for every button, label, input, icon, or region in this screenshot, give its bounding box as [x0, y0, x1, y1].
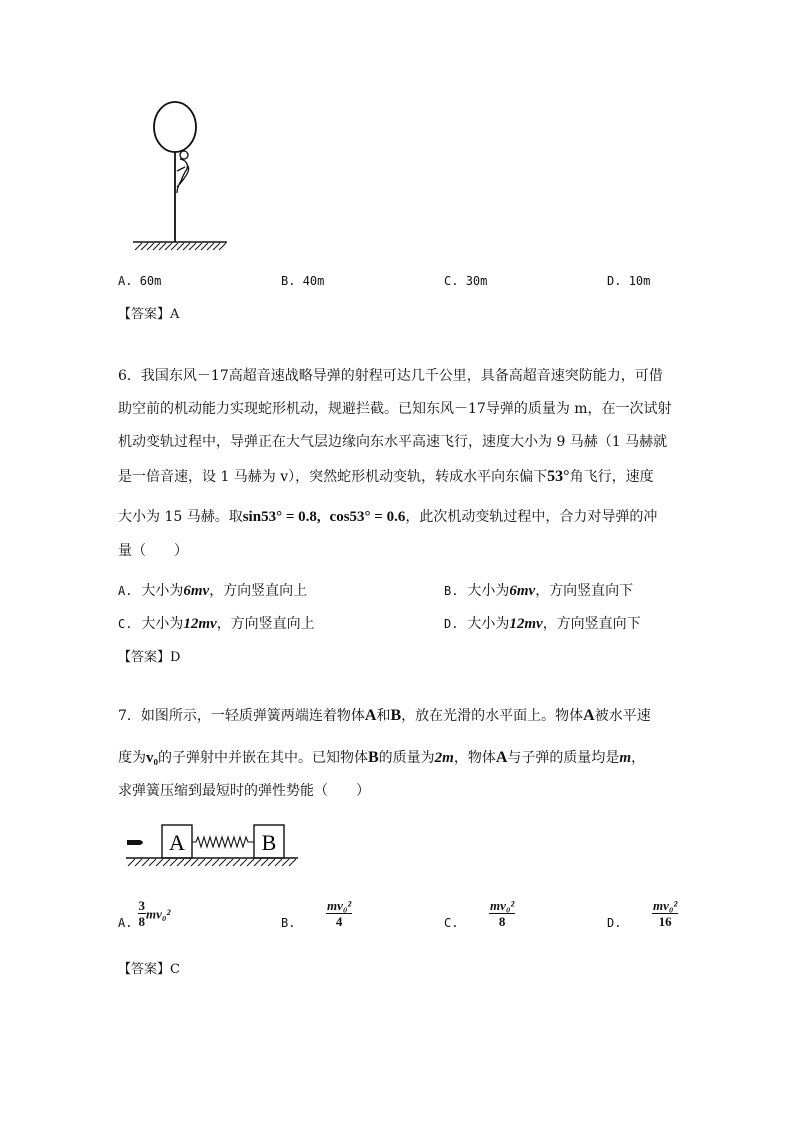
- block-b-label: B: [261, 830, 277, 855]
- q7-option-c: C. $\frac{\text{mv₀²}}{8}$: [444, 898, 515, 930]
- q6-line-1: 6．我国东风－17高超音速战略导弹的射程可达几千公里，具备高超音速突防能力，可借: [118, 368, 663, 384]
- q6-answer: 【答案】D: [118, 650, 181, 665]
- q6-option-d: D. 大小为12mv，方向竖直向下: [444, 616, 641, 632]
- q6-option-a: A. 大小为6mv，方向竖直向上: [118, 583, 308, 599]
- climber-head: [180, 151, 188, 159]
- balloon: [154, 102, 196, 152]
- q6-line-4: 是一倍音速，设 1 马赫为 v），突然蛇形机动变轨，转成水平向东偏下53°角飞行，速度: [118, 468, 654, 485]
- q7-option-a: A. $\frac{3}{8}$ mv₀²: [118, 898, 171, 930]
- q7-line-2: 度为v₀的子弹射中并嵌在其中。已知物体B的质量为2m，物体A与子弹的质量均是m，: [118, 749, 646, 766]
- ground-hatch: [135, 243, 226, 250]
- q7-option-d: D. $\frac{\text{mv₀²}}{16}$: [607, 898, 678, 930]
- q6-line-5: 大小为 15 马赫。取sin53° = 0.8, cos53° = 0.6，此次机动变轨过程中，合力对导弹的冲: [118, 509, 658, 525]
- q6-option-c: C. 大小为12mv，方向竖直向上: [118, 616, 315, 632]
- sin-expression: sin53° = 0.8,: [242, 509, 321, 525]
- q6-line-3: 机动变轨过程中，导弹正在大气层边缘向东水平高速飞行，速度大小为 9 马赫（1 马赫就: [118, 434, 668, 450]
- block-a-label: A: [169, 830, 185, 855]
- climber-body: [177, 159, 189, 193]
- q6-option-b: B. 大小为6mv，方向竖直向下: [444, 583, 634, 599]
- balloon-pole-figure: [125, 95, 235, 255]
- q5-answer: 【答案】A: [118, 307, 180, 322]
- q7-line-1: 7．如图所示，一轻质弹簧两端连着物体A和B，放在光滑的水平面上。物体A被水平速: [118, 707, 651, 724]
- spring: [192, 837, 254, 847]
- q6-line-2: 助空前的机动能力实现蛇形机动，规避拦截。已知东风－17导弹的质量为 m，在一次试射: [118, 401, 672, 417]
- bullet: [127, 840, 143, 845]
- q7-answer: 【答案】C: [118, 962, 180, 977]
- q5-option-d: D. 10m: [607, 274, 651, 288]
- q5-option-c: C. 30m: [444, 274, 488, 288]
- q5-option-b: B. 40m: [281, 274, 325, 288]
- spring-blocks-figure: [120, 818, 300, 870]
- q5-option-a: A. 60m: [118, 274, 162, 288]
- q6-line-6: 量（ ）: [118, 543, 188, 559]
- q7-line-3: 求弹簧压缩到最短时的弹性势能（ ）: [118, 783, 370, 799]
- cos-expression: cos53° = 0.6: [329, 509, 406, 525]
- q7-option-b: B. $\frac{\text{mv₀²}}{4}$: [281, 898, 352, 930]
- floor-hatch: [128, 859, 296, 866]
- angle-53: 53°: [547, 468, 570, 485]
